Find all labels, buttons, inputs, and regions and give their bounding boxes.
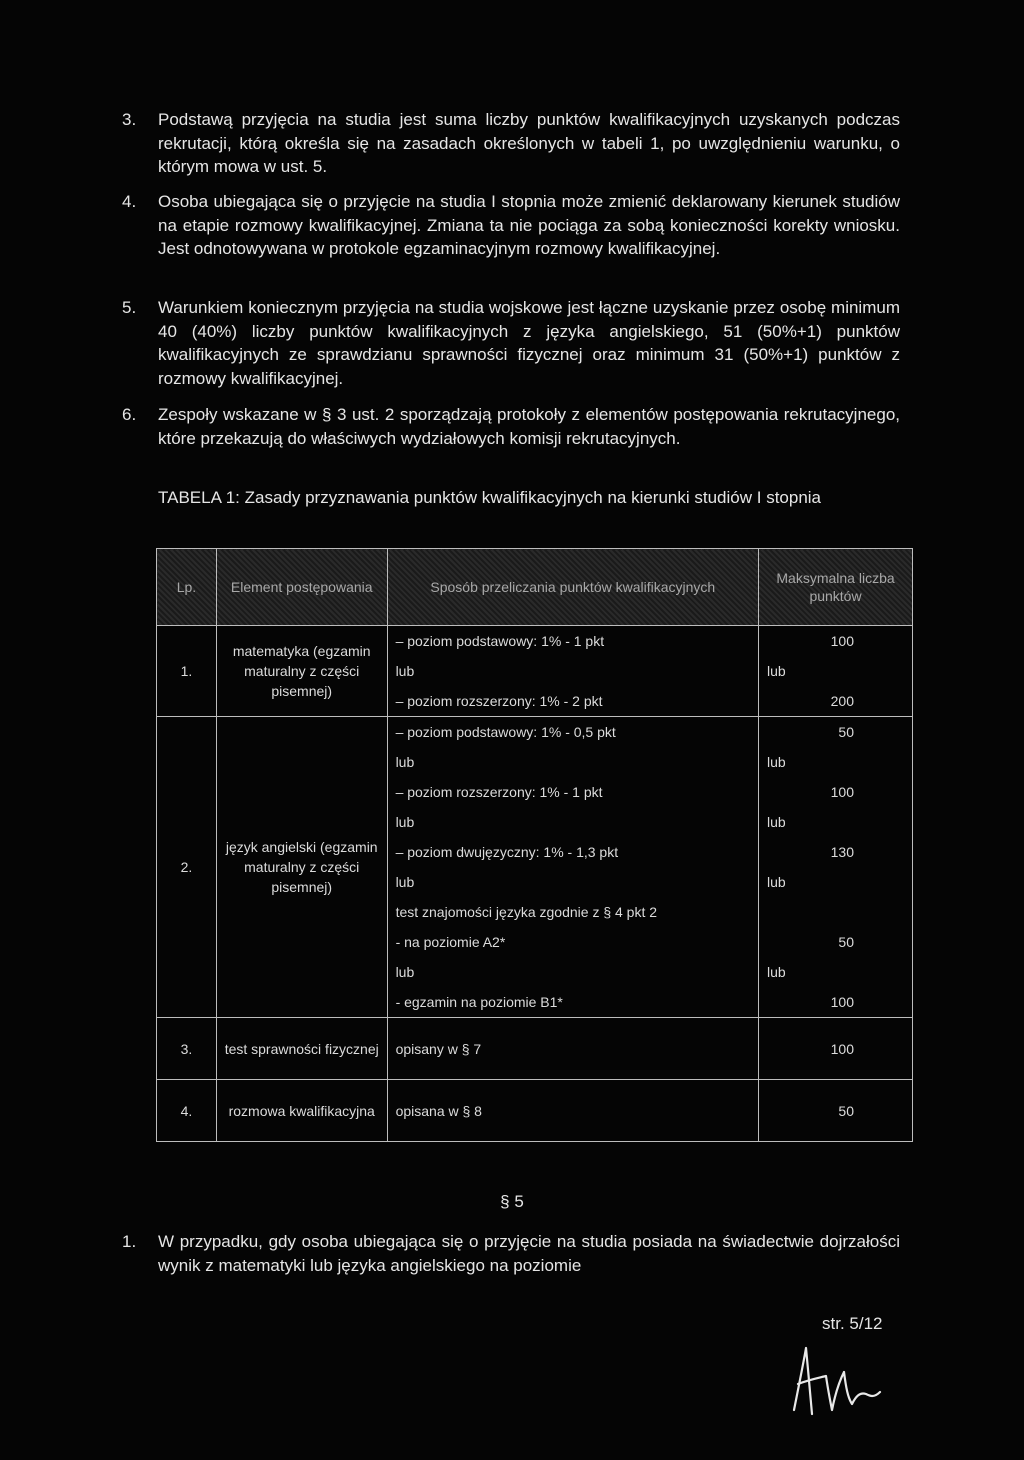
row-method [387, 717, 758, 1018]
points-lub: lub [767, 814, 786, 830]
method-line: test znajomości języka zgodnie z § 4 pkt 2 [395, 904, 658, 920]
table-row [157, 1080, 913, 1142]
header-element: Element postępowania [216, 549, 387, 626]
paragraph-number: 3. [122, 110, 137, 129]
points-value: 100 [830, 633, 854, 649]
points-lub: lub [767, 754, 786, 770]
paragraph-1-next-section [122, 1230, 900, 1277]
points-value: 50 [838, 934, 854, 950]
paragraph-number: 6. [122, 405, 137, 424]
row-lp: 1. [157, 626, 217, 717]
page-number: str. 5/12 [822, 1314, 883, 1333]
method-line: - na poziomie A2* [395, 934, 506, 950]
row-lp: 3. [157, 1018, 217, 1080]
paragraph-4 [122, 190, 900, 261]
row-method [387, 1018, 758, 1080]
points-lub: lub [767, 663, 786, 679]
row-element: język angielski (egzamin maturalny z części pisemnej) [216, 717, 387, 1018]
table-header-row [157, 549, 913, 626]
method-line: lub [395, 874, 415, 890]
points-value: 200 [830, 693, 854, 709]
row-points [759, 717, 913, 1018]
table-row [157, 717, 913, 1018]
points-value: 100 [830, 784, 854, 800]
points-value: 100 [830, 1040, 854, 1057]
method-line: lub [395, 814, 415, 830]
method-line: opisana w § 8 [395, 1102, 482, 1119]
paragraph-text: W przypadku, gdy osoba ubiegająca się o przyjęcie na studia posiada na świadectwie dojrzałości wynik z matematyki lub języka angielskiego na poziomie [158, 1232, 900, 1275]
paragraph-5 [122, 296, 900, 390]
header-max-points: Maksymalna liczba punktów [759, 549, 913, 626]
row-element: test sprawności fizycznej [216, 1018, 387, 1080]
header-lp: Lp. [157, 549, 217, 626]
row-method [387, 1080, 758, 1142]
paragraph-3 [122, 108, 900, 179]
paragraph-number: 5. [122, 298, 137, 317]
header-method: Sposób przeliczania punktów kwalifikacyjnych [387, 549, 758, 626]
paragraph-number: 1. [122, 1232, 137, 1251]
method-line: opisany w § 7 [395, 1040, 482, 1057]
points-value: 100 [830, 994, 854, 1010]
method-line: – poziom rozszerzony: 1% - 1 pkt [395, 784, 603, 800]
paragraph-text: Warunkiem koniecznym przyjęcia na studia wojskowe jest łączne uzyskanie przez osobę minimum 40 (40%) liczby punktów kwalifikacyjnych z języka angielskiego, 51 (50%+1) punktów kwalifikacyjnych ze sprawdzianu sprawności fizycznej oraz minimum 31 (50%+1) punktów z rozmowy kwalifikacyjnej. [158, 298, 900, 388]
row-element: rozmowa kwalifikacyjna [216, 1080, 387, 1142]
row-points [759, 1018, 913, 1080]
table-caption: TABELA 1: Zasady przyznawania punktów kwalifikacyjnych na kierunki studiów I stopnia [158, 488, 822, 507]
points-value: 50 [838, 1102, 854, 1119]
method-line: lub [395, 964, 415, 980]
handwritten-signature [786, 1340, 886, 1422]
paragraph-number: 4. [122, 192, 137, 211]
row-points [759, 1080, 913, 1142]
paragraph-text: Osoba ubiegająca się o przyjęcie na studia I stopnia może zmienić deklarowany kierunek studiów na etapie rozmowy kwalifikacyjnej. Zmiana ta nie pociąga za sobą konieczności korekty wniosku. Jest odnotowywana w protokole egzaminacyjnym rozmowy kwalifikacyjnej. [158, 192, 900, 258]
table-row [157, 1018, 913, 1080]
row-method [387, 626, 758, 717]
points-table [156, 548, 913, 1142]
paragraph-text: Zespoły wskazane w § 3 ust. 2 sporządzają protokoły z elementów postępowania rekrutacyjnego, które przekazują do właściwych wydziałowych komisji rekrutacyjnych. [158, 405, 900, 448]
method-line: lub [395, 663, 415, 679]
row-lp: 4. [157, 1080, 217, 1142]
row-element: matematyka (egzamin maturalny z części pisemnej) [216, 626, 387, 717]
paragraph-6 [122, 403, 900, 450]
points-lub: lub [767, 874, 786, 890]
row-points [759, 626, 913, 717]
points-lub: lub [767, 964, 786, 980]
row-lp: 2. [157, 717, 217, 1018]
method-line: – poziom podstawowy: 1% - 0,5 pkt [395, 724, 616, 740]
points-value: 50 [838, 724, 854, 740]
points-value: 130 [830, 844, 854, 860]
method-line: – poziom podstawowy: 1% - 1 pkt [395, 633, 605, 649]
paragraph-text: Podstawą przyjęcia na studia jest suma liczby punktów kwalifikacyjnych uzyskanych podczas rekrutacji, którą określa się na zasadach określonych w tabeli 1, po uwzględnieniu warunku, o którym mowa w ust. 5. [158, 110, 900, 176]
method-line: lub [395, 754, 415, 770]
section-heading: § 5 [500, 1192, 524, 1211]
method-line: – poziom rozszerzony: 1% - 2 pkt [395, 693, 603, 709]
method-line: - egzamin na poziomie B1* [395, 994, 563, 1010]
table-row [157, 626, 913, 717]
method-line: – poziom dwujęzyczny: 1% - 1,3 pkt [395, 844, 619, 860]
